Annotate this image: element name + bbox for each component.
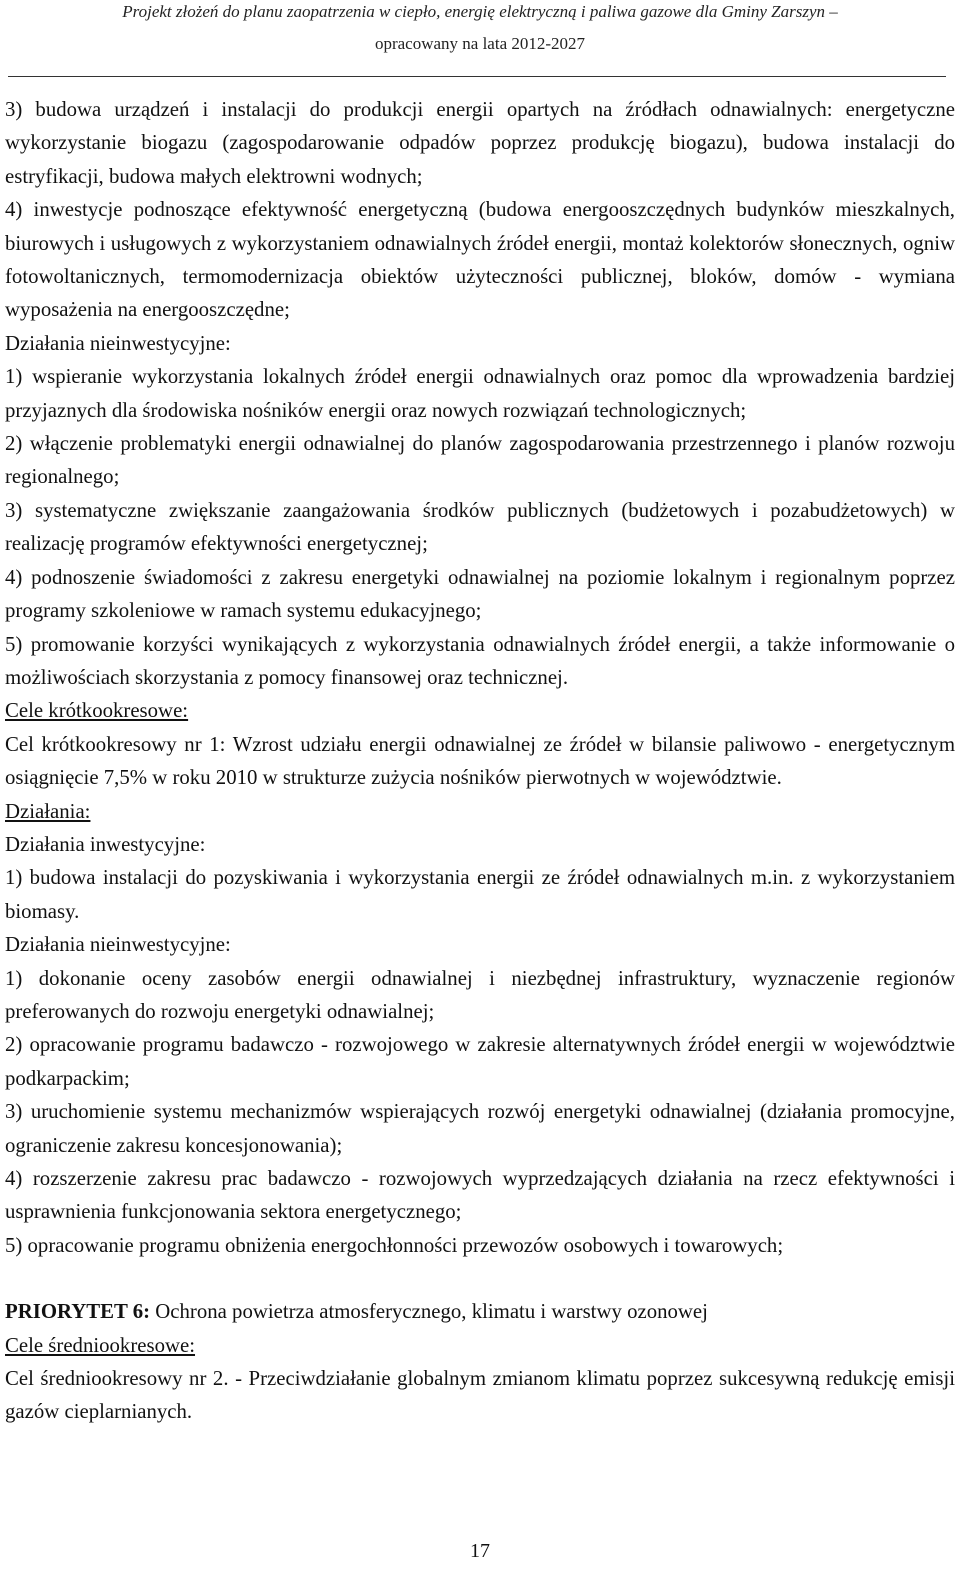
header-divider — [8, 76, 946, 77]
paragraph: 5) opracowanie programu obniżenia energochłonności przewozów osobowych i towarowych; — [5, 1233, 784, 1257]
section-heading-text: Cele krótkookresowe: — [5, 699, 189, 723]
paragraph: 4) inwestycje podnoszące efektywność energetyczną (budowa energooszczędnych budynków mieszkalnych, biurowych i usługowych z wykorzystaniem odnawialnych źródeł energii, montaż kolektorów słonecznych, ogniw fotowoltanicznych, termomodernizacja obiektów użyteczności publicznej, bloków, domów - wymiana wyposażenia na energooszczędne; — [5, 198, 955, 322]
priority-label: PRIORYTET 6: — [5, 1300, 151, 1324]
section-label: Działania nieinwestycyjne: — [5, 933, 231, 957]
section-heading-text: Cele średniookresowe: — [5, 1333, 196, 1357]
section-heading — [5, 1329, 955, 1362]
paragraph: 3) systematyczne zwiększanie zaangażowania środków publicznych (budżetowych i pozabudżetowych) w realizację programów efektywności energetycznej; — [5, 498, 955, 556]
header-subtitle: opracowany na lata 2012-2027 — [374, 34, 586, 53]
paragraph: 1) budowa instalacji do pozyskiwania i wykorzystania energii ze źródeł odnawialnych m.in. z wykorzystaniem biomasy. — [5, 866, 955, 923]
paragraph: 4) rozszerzenie zakresu prac badawczo - rozwojowych wyprzedzających działania na rzecz efektywności i usprawnienia funkcjonowania sektora energetycznego; — [5, 1167, 955, 1224]
section-heading — [5, 795, 955, 828]
paragraph: 1) dokonanie oceny zasobów energii odnawialnej i niezbędnej infrastruktury, wyznaczenie regionów preferowanych do rozwoju energetyki odnawialnej; — [5, 966, 955, 1023]
paragraph: 3) budowa urządzeń i instalacji do produkcji energii opartych na źródłach odnawialnych: energetyczne wykorzystanie biogazu (zagospodarowanie odpadów poprzez produkcję biogazu), budowa instalacji do estryfikacji, budowa małych elektrowni wodnych; — [5, 98, 955, 188]
section-label: Działania inwestycyjne: — [5, 832, 206, 856]
header-title: Projekt złożeń do planu zaopatrzenia w ciepło, energię elektryczną i paliwa gazowe dla Gminy Zarszyn – — [122, 2, 838, 21]
paragraph: Cel krótkookresowy nr 1: Wzrost udziału energii odnawialnej ze źródeł w bilansie paliwowo - energetycznym osiągnięcie 7,5% w roku 2010 w strukturze zużycia nośników pierwotnych w województwie. — [5, 732, 955, 790]
priority-text: Ochrona powietrza atmosferycznego, klimatu i warstwy ozonowej — [150, 1300, 708, 1324]
section-heading-text: Działania: — [5, 799, 91, 823]
paragraph: 2) opracowanie programu badawczo - rozwojowego w zakresie alternatywnych źródeł energii w województwie podkarpackim; — [5, 1033, 955, 1090]
page-number: 17 — [470, 1540, 490, 1562]
paragraph: 5) promowanie korzyści wynikających z wykorzystania odnawialnych źródeł energii, a także informowanie o możliwościach skorzystania z pomocy finansowej oraz technicznej. — [5, 632, 955, 689]
paragraph: 1) wspieranie wykorzystania lokalnych źródeł energii odnawialnych oraz pomoc dla wprowadzenia bardziej przyjaznych dla środowiska nośników energii oraz nowych rozwiązań technologicznych; — [5, 365, 955, 422]
priority-heading — [5, 1295, 955, 1328]
spacer — [5, 1262, 955, 1295]
section-heading — [5, 694, 955, 727]
section-label: Działania nieinwestycyjne: — [5, 331, 231, 355]
paragraph: Cel średniookresowy nr 2. - Przeciwdziałanie globalnym zmianom klimatu poprzez sukcesywną redukcję emisji gazów cieplarnianych. — [5, 1367, 955, 1424]
paragraph: 3) uruchomienie systemu mechanizmów wspierających rozwój energetyki odnawialnej (działania promocyjne, ograniczenie zakresu koncesjonowania); — [5, 1100, 955, 1157]
paragraph: 2) włączenie problematyki energii odnawialnej do planów zagospodarowania przestrzennego i planów rozwoju regionalnego; — [5, 432, 955, 489]
paragraph: 4) podnoszenie świadomości z zakresu energetyki odnawialnej na poziomie lokalnym i regionalnym poprzez programy szkoleniowe w ramach systemu edukacyjnego; — [5, 565, 955, 623]
document-body — [5, 93, 955, 1429]
